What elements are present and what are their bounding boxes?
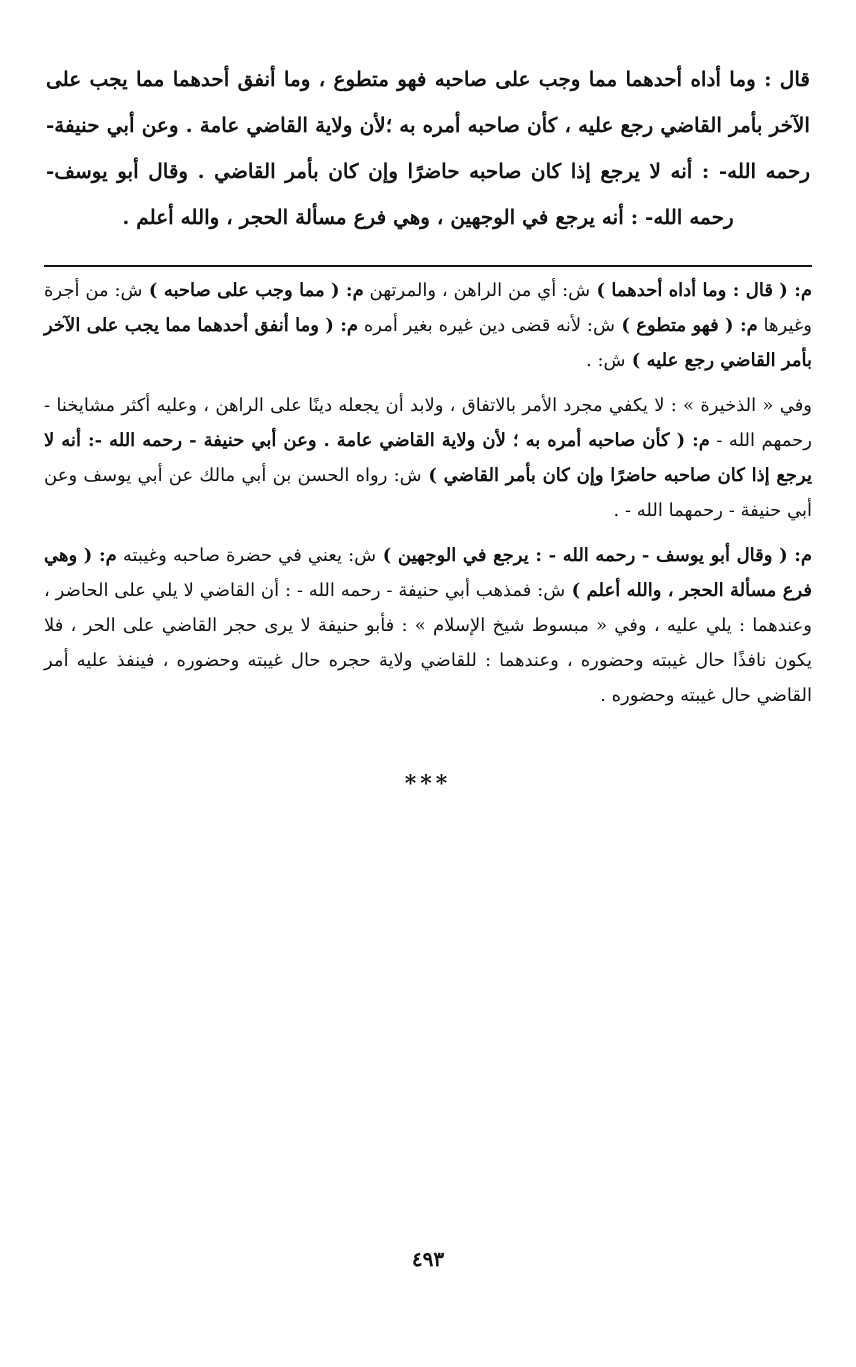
commentary-segment: م: ( مما وجب على صاحبه ) [142, 280, 364, 301]
section-separator-stars: *** [404, 771, 452, 797]
main-text: قال : وما أداه أحدهما مما وجب على صاحبه فهو متطوع ، وما أنفق أحدهما مما يجب على الآخر بأمر القاضي رجع عليه ، كأن صاحبه أمره به ؛لأن ولاية القاضي عامة . وعن أبي حنيفة- رحمه الله- : أنه لا يرجع إذا كان صاحبه حاضرًا وإن كان بأمر القاضي . وقال أبو يوسف- رحمه الله- : أنه يرجع في الوجهين ، وهي فرع مسألة الحجر ، والله أعلم . [46, 67, 810, 229]
commentary-segment: ش: . [586, 350, 626, 371]
commentary-segment: م: ( فهو متطوع ) [614, 315, 758, 336]
book-page [44, 56, 812, 1367]
commentary [44, 273, 812, 713]
commentary-segment: م: ( قال : وما أداه أحدهما ) [590, 280, 812, 301]
footnote-divider [44, 265, 812, 267]
commentary-segment: ش: فمذهب أبي حنيفة - رحمه الله - : أن القاضي لا يلي على الحاضر ، وعندهما : يلي عليه ، وفي « مبسوط شيخ الإسلام » : فأبو حنيفة لا يرى حجر القاضي على الحر ، فلا يكون نافذًا حال غيبته وحضوره ، وعندهما : للقاضي ولاية حجره حال غيبته وحضوره ، فينفذ عليه أمر القاضي حال غيبته وحضوره . [44, 580, 812, 706]
commentary-segment: ش: رواه الحسن بن أبي مالك عن أبي يوسف وعن أبي حنيفة - رحمهما الله - . [44, 465, 812, 521]
commentary-segment: وفي « الذخيرة » : لا يكفي مجرد الأمر بالاتفاق ، ولابد أن يجعله دينًا على الراهن ، وعليه أكثر مشايخنا - رحمهم الله - [44, 395, 812, 451]
commentary-segment: م: ( وقال أبو يوسف - رحمه الله - : يرجع في الوجهين ) [376, 545, 813, 566]
commentary-segment: م: ( وهي فرع مسألة الحجر ، والله أعلم ) [44, 545, 812, 601]
commentary-segment: ش: لأنه قضى دين غيره بغير أمره [358, 315, 615, 336]
commentary-segment: م: ( وما أنفق أحدهما مما يجب على الآخر بأمر القاضي رجع عليه ) [44, 315, 812, 371]
commentary-segment: ش: من أجرة وغيرها [44, 280, 813, 336]
commentary-segment: م: ( كأن صاحبه أمره به ؛ لأن ولاية القاضي عامة . وعن أبي حنيفة - رحمه الله -: أنه لا يرجع إذا كان صاحبه حاضرًا وإن كان بأمر القاضي ) [44, 430, 812, 486]
commentary-segment: ش: أي من الراهن ، والمرتهن [363, 280, 591, 301]
commentary-paragraph-2 [44, 388, 812, 528]
commentary-segment: ش: يعني في حضرة صاحبه وغيبته [116, 545, 377, 566]
commentary-paragraph-1 [44, 273, 812, 378]
commentary-paragraph-3 [44, 538, 812, 713]
page-number: ٤٩٣ [411, 1247, 445, 1271]
